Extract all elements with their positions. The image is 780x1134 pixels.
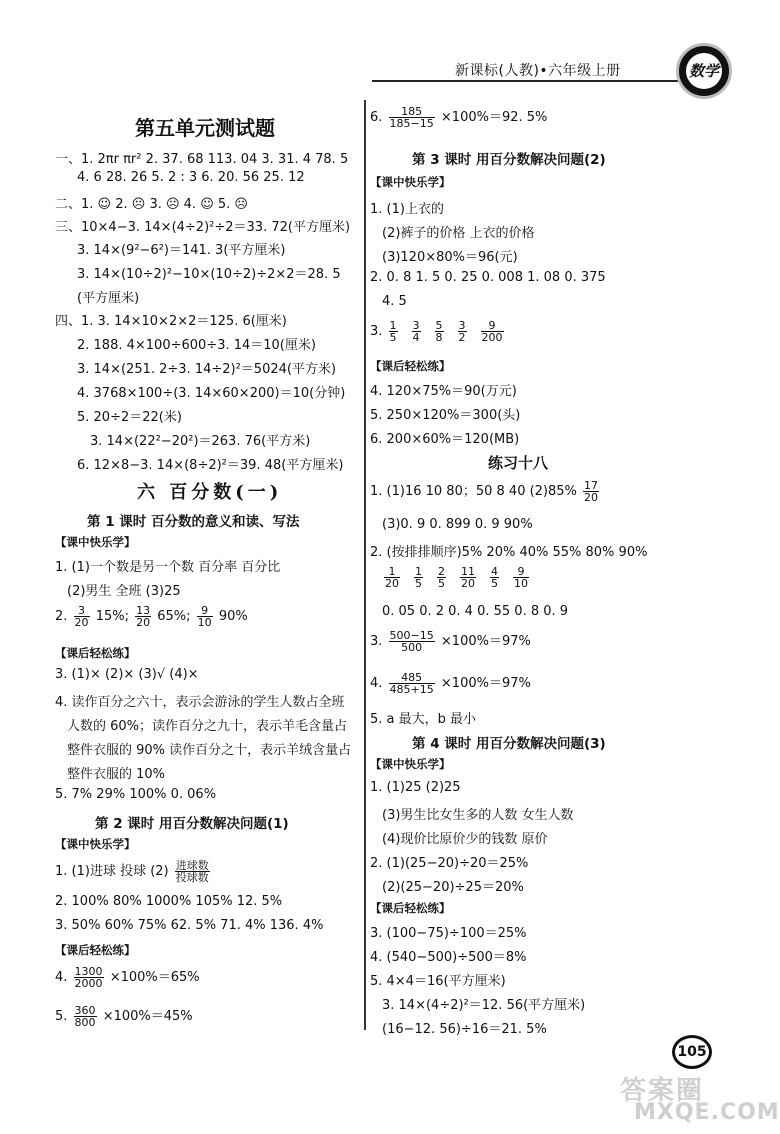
answer-line: 2. (按排排顺序)5% 20% 40% 55% 80% 90% <box>370 545 648 560</box>
section-tag: 【课中快乐学】 <box>55 535 136 549</box>
answer-line: 5. 20÷2＝22(米) <box>77 410 182 425</box>
answer-line: 四、1. 3. 14×10×2×2＝125. 6(厘米) <box>55 314 287 329</box>
answer-line: 5. 250×120%＝300(头) <box>370 408 521 423</box>
fraction: $\frac{3}{2}$ <box>458 319 466 344</box>
text-segment: 1. (1)进球 投球 (2) <box>55 864 169 879</box>
item-number: 3. <box>370 634 383 649</box>
answer-line: 3. 14×(10÷2)²−10×(10÷2)÷2×2＝28. 5 <box>77 267 341 282</box>
answer-line: 4. 120×75%＝90(万元) <box>370 384 517 399</box>
lesson-title: 第 1 课时 百分数的意义和读、写法 <box>87 514 300 530</box>
answer-line: 5. 7% 29% 100% 0. 06% <box>55 787 217 802</box>
answer-line: 1. (1)一个数是另一个数 百分率 百分比 <box>55 560 281 575</box>
section-tag: 【课中快乐学】 <box>370 757 451 771</box>
header-rule <box>372 80 684 82</box>
text-segment: ×100%＝97% <box>440 634 531 649</box>
fraction: $\frac{\text{进球数}}{\text{投球数}}$ <box>175 859 209 884</box>
answer-line-fractions <box>382 566 541 589</box>
answer-line: 5. a 最大，b 最小 <box>370 712 477 727</box>
fraction: $\frac{2}{5}$ <box>438 565 445 590</box>
answer-line: 2. (1)(25−20)÷20＝25% <box>370 856 529 871</box>
answer-line: (2)(25−20)÷25＝20% <box>382 880 524 895</box>
answer-line-fractions <box>55 1005 193 1028</box>
fraction: $\frac{13}{20}$ <box>136 604 151 629</box>
section-tag: 【课中快乐学】 <box>55 837 136 851</box>
fraction: $\frac{485}{485+15}$ <box>389 671 434 696</box>
answer-line-fractions <box>370 106 547 129</box>
fraction: $\frac{5}{8}$ <box>435 319 443 344</box>
fraction: $\frac{1}{20}$ <box>385 565 399 590</box>
answer-line: (3)男生比女生多的人数 女生人数 <box>382 808 574 823</box>
text-segment: ×100%＝45% <box>102 1009 193 1024</box>
text-segment: ×100%＝92. 5% <box>440 110 548 125</box>
answer-line: (2)男生 全班 (3)25 <box>67 584 181 599</box>
answer-line: 2. 188. 4×100÷600÷3. 14＝10(厘米) <box>77 338 316 353</box>
fraction: $\frac{9}{10}$ <box>514 565 528 590</box>
answer-line-fractions <box>55 605 248 628</box>
fraction: $\frac{3}{20}$ <box>74 604 89 629</box>
answer-line-fractions <box>55 966 200 989</box>
text-segment: ×100%＝65% <box>109 970 200 985</box>
text-segment: 15%; <box>95 609 129 624</box>
fraction: $\frac{1}{5}$ <box>415 565 422 590</box>
answer-line: (2)裤子的价格 上衣的价格 <box>382 226 535 241</box>
answer-line: (3)0. 9 0. 899 0. 9 90% <box>382 517 533 532</box>
fraction: $\frac{9}{10}$ <box>197 604 212 629</box>
answer-line-fractions <box>370 320 516 343</box>
chapter-title: 六 百分数(一) <box>137 482 283 503</box>
section-title: 第五单元测试题 <box>135 116 275 140</box>
answer-line: 3. (100−75)÷100＝25% <box>370 926 527 941</box>
answer-line: 3. 14×(251. 2÷3. 14÷2)²＝5024(平方米) <box>77 362 337 377</box>
fraction: $\frac{17}{20}$ <box>584 479 599 504</box>
fraction: $\frac{1300}{2000}$ <box>74 965 103 990</box>
watermark-url: MXQE.COM <box>634 1100 780 1125</box>
answer-line: 3. (1)× (2)× (3)√ (4)× <box>55 667 199 682</box>
item-number: 4. <box>370 676 383 691</box>
answer-line: 4. (540−500)÷500＝8% <box>370 950 527 965</box>
answer-line: 三、10×4−3. 14×(4÷2)²÷2＝33. 72(平方厘米) <box>55 220 351 235</box>
answer-line: 3. 14×(4÷2)²＝12. 56(平方厘米) <box>382 998 586 1013</box>
answer-line: 1. (1)上衣的 <box>370 202 444 217</box>
answer-line: (3)120×80%＝96(元) <box>382 250 518 265</box>
answer-line: (16−12. 56)÷16＝21. 5% <box>382 1022 547 1037</box>
fraction: $\frac{500-15}{500}$ <box>389 629 434 654</box>
answer-line: 0. 05 0. 2 0. 4 0. 55 0. 8 0. 9 <box>382 604 569 619</box>
answer-line: 4. 5 <box>382 294 407 309</box>
practice-title: 练习十八 <box>488 454 549 472</box>
item-number: 5. <box>55 1009 68 1024</box>
item-number: 3. <box>370 324 383 339</box>
fraction: $\frac{4}{5}$ <box>491 565 498 590</box>
answer-line-fractions <box>370 630 531 653</box>
lesson-title: 第 2 课时 用百分数解决问题(1) <box>95 816 289 832</box>
book-title: 新课标(人教)•六年级上册 <box>455 63 621 79</box>
answer-line: 人数的 60%；读作百分之九十，表示羊毛含量占 <box>67 719 348 734</box>
subject-badge <box>676 43 732 99</box>
badge-text: 数学 <box>686 53 722 89</box>
section-tag: 【课后轻松练】 <box>55 943 136 957</box>
text-segment: 90% <box>218 609 248 624</box>
text-segment: ×100%＝97% <box>440 676 531 691</box>
lesson-title: 第 3 课时 用百分数解决问题(2) <box>412 152 606 168</box>
section-tag: 【课后轻松练】 <box>370 901 451 915</box>
answer-line: 整件衣服的 10% <box>67 767 166 782</box>
item-number: 4. <box>55 970 68 985</box>
answer-line: 4. 6 28. 26 5. 2 : 3 6. 20. 56 25. 12 <box>77 170 305 185</box>
item-number: 2. <box>55 609 68 624</box>
answer-line: 6. 12×8−3. 14×(8÷2)²＝39. 48(平方厘米) <box>77 458 344 473</box>
answer-line: 3. 14×(9²−6²)＝141. 3(平方厘米) <box>77 243 286 258</box>
answer-line: 3. 50% 60% 75% 62. 5% 71. 4% 136. 4% <box>55 918 324 933</box>
answer-line: 1. (1)25 (2)25 <box>370 780 461 795</box>
answer-line: 2. 100% 80% 1000% 105% 12. 5% <box>55 894 283 909</box>
item-number: 6. <box>370 110 383 125</box>
fraction: $\frac{185}{185-15}$ <box>389 105 434 130</box>
lesson-title: 第 4 课时 用百分数解决问题(3) <box>412 736 606 752</box>
answer-line: (平方厘米) <box>77 291 140 306</box>
section-tag: 【课后轻松练】 <box>370 359 451 373</box>
fraction: $\frac{11}{20}$ <box>461 565 475 590</box>
answer-line: 2. 0. 8 1. 5 0. 25 0. 008 1. 08 0. 375 <box>370 270 606 285</box>
answer-line: (4)现价比原价少的钱数 原价 <box>382 832 548 847</box>
answer-line-fractions <box>370 672 531 695</box>
answer-line: 3. 14×(22²−20²)＝263. 76(平方米) <box>90 434 311 449</box>
answer-line: 5. 4×4＝16(平方厘米) <box>370 974 506 989</box>
answer-line: 4. 读作百分之六十，表示会游泳的学生人数占全班 <box>55 695 345 710</box>
section-tag: 【课后轻松练】 <box>55 646 136 660</box>
answer-line-fractions <box>55 860 212 883</box>
watermark-logo: 答案圈 <box>620 1076 705 1106</box>
fraction: $\frac{1}{5}$ <box>389 319 397 344</box>
answer-line: 整件衣服的 90% 读作百分之十，表示羊绒含量占 <box>67 743 352 758</box>
text-segment: 1. (1)16 10 80；50 8 40 (2)85% <box>370 484 577 499</box>
answer-line: 二、1. ☺ 2. ☹ 3. ☹ 4. ☺ 5. ☹ <box>55 197 248 212</box>
answer-line: 4. 3768×100÷(3. 14×60×200)＝10(分钟) <box>77 386 346 401</box>
column-divider <box>364 100 366 1030</box>
fraction: $\frac{3}{4}$ <box>412 319 420 344</box>
section-tag: 【课中快乐学】 <box>370 175 451 189</box>
answer-line: 一、1. 2πr πr² 2. 37. 68 113. 04 3. 31. 4 78. 5 <box>55 152 349 167</box>
answer-line: 6. 200×60%＝120(MB) <box>370 432 520 447</box>
text-segment: 65%; <box>157 609 191 624</box>
fraction: $\frac{9}{200}$ <box>481 319 503 344</box>
answer-line-fractions <box>370 480 601 503</box>
fraction: $\frac{360}{800}$ <box>74 1004 96 1029</box>
page-number: 105 <box>672 1035 712 1069</box>
